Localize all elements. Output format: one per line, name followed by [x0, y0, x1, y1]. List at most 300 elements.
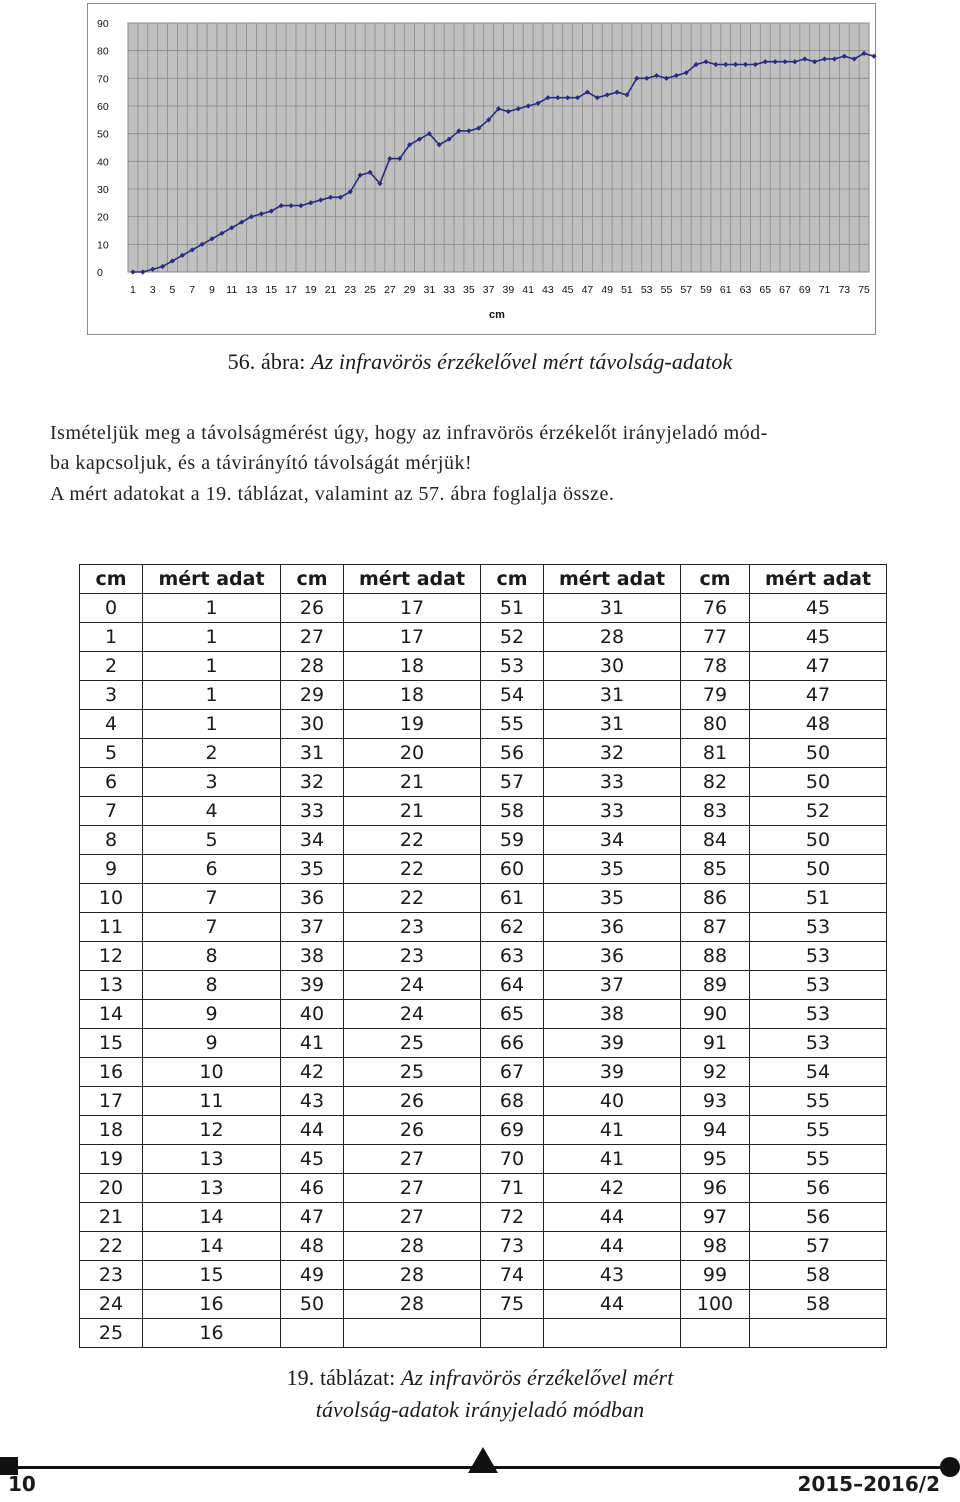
table-cell: 28 [344, 1261, 481, 1290]
table-cell: 42 [544, 1174, 681, 1203]
table-cell: 22 [344, 855, 481, 884]
table-cell: 73 [481, 1232, 544, 1261]
paragraph-line-3: A mért adatokat a 19. táblázat, valamint az 57. ábra foglalja össze. [50, 483, 615, 505]
table-cell: 50 [750, 768, 887, 797]
x-tick-label: 21 [324, 284, 337, 296]
table-cell: 89 [681, 971, 750, 1000]
table-cell: 64 [481, 971, 544, 1000]
x-tick-label: 9 [209, 284, 215, 296]
table-cell: 93 [681, 1087, 750, 1116]
table-cell: 21 [344, 768, 481, 797]
table-row [80, 884, 887, 913]
table-cell: 51 [481, 594, 544, 623]
table-cell: 92 [681, 1058, 750, 1087]
x-tick-label: 71 [818, 284, 831, 296]
table-cell: 38 [544, 1000, 681, 1029]
table-cell: 47 [750, 681, 887, 710]
table-row [80, 1290, 887, 1319]
x-tick-label: 31 [423, 284, 436, 296]
table-cell: 16 [143, 1290, 281, 1319]
x-axis-title: cm [489, 309, 505, 321]
table-cell: 7 [80, 797, 143, 826]
x-tick-label: 35 [463, 284, 475, 296]
table-row [80, 681, 887, 710]
table-row [80, 1174, 887, 1203]
table-cell: 23 [344, 913, 481, 942]
table-cell: 30 [281, 710, 344, 739]
table-cell: 91 [681, 1029, 750, 1058]
table-cell: 1 [143, 623, 281, 652]
table-cell: 21 [344, 797, 481, 826]
table-row [80, 1232, 887, 1261]
table-cell: 53 [750, 971, 887, 1000]
table-cell: 13 [143, 1174, 281, 1203]
table-cell: 26 [344, 1116, 481, 1145]
table-cell: 58 [750, 1261, 887, 1290]
table-cell: 14 [80, 1000, 143, 1029]
table-cell: 45 [750, 623, 887, 652]
table-row [80, 594, 887, 623]
table-row [80, 623, 887, 652]
table-cell: 43 [544, 1261, 681, 1290]
figure-caption-prefix: 56. ábra: [227, 349, 312, 374]
data-table [79, 564, 887, 1348]
table-cell: 52 [481, 623, 544, 652]
table-cell: 23 [80, 1261, 143, 1290]
table-cell: 48 [750, 710, 887, 739]
table-cell: 18 [344, 652, 481, 681]
table-cell: 17 [80, 1087, 143, 1116]
table-cell: 95 [681, 1145, 750, 1174]
x-tick-label: 67 [779, 284, 791, 296]
table-cell: 53 [750, 1029, 887, 1058]
table-cell: 70 [481, 1145, 544, 1174]
table-cell: 32 [544, 739, 681, 768]
x-tick-label: 7 [189, 284, 196, 296]
y-tick-label: 0 [97, 267, 103, 279]
table-cell: 71 [481, 1174, 544, 1203]
table-cell: 27 [344, 1174, 481, 1203]
table-cell: 53 [750, 913, 887, 942]
y-tick-label: 40 [97, 156, 109, 169]
table-cell: 17 [344, 594, 481, 623]
x-tick-label: 3 [149, 284, 156, 296]
x-tick-label: 41 [522, 284, 534, 296]
table-cell: 10 [143, 1058, 281, 1087]
table-cell [481, 1319, 544, 1348]
table-cell: 38 [281, 942, 344, 971]
table-row [80, 768, 887, 797]
table-cell: 50 [750, 739, 887, 768]
y-tick-label: 80 [97, 45, 109, 58]
x-tick-label: 19 [304, 284, 317, 296]
table-cell: 79 [681, 681, 750, 710]
table-cell: 50 [281, 1290, 344, 1319]
table-cell: 62 [481, 913, 544, 942]
table-cell: 26 [281, 594, 344, 623]
table-cell: 30 [544, 652, 681, 681]
table-cell: 56 [481, 739, 544, 768]
page-number: 10 [8, 1472, 36, 1496]
table-cell: 41 [544, 1116, 681, 1145]
table-cell: 39 [544, 1058, 681, 1087]
x-tick-label: 57 [680, 284, 693, 296]
table-cell: 28 [544, 623, 681, 652]
table-row [80, 1203, 887, 1232]
table-cell: 53 [481, 652, 544, 681]
table-cell: 36 [544, 942, 681, 971]
table-cell: 1 [143, 652, 281, 681]
x-tick-label: 25 [364, 284, 376, 296]
y-tick-label: 60 [97, 101, 109, 113]
table-cell [681, 1319, 750, 1348]
table-cell: 96 [681, 1174, 750, 1203]
table-cell: 34 [544, 826, 681, 855]
footer-divider [0, 1466, 948, 1469]
table-cell: 47 [281, 1203, 344, 1232]
table-cell: 5 [80, 739, 143, 768]
x-tick-label: 69 [798, 284, 811, 296]
table-cell: 27 [344, 1203, 481, 1232]
table-cell: 85 [681, 855, 750, 884]
table-cell: 22 [80, 1232, 143, 1261]
table-cell: 6 [143, 855, 281, 884]
x-tick-label: 13 [245, 284, 258, 296]
paragraph-line-1: Ismételjük meg a távolságmérést úgy, hogy az infravörös érzékelőt irányjeladó mód- [50, 422, 768, 444]
table-cell: 50 [750, 855, 887, 884]
table-cell: 80 [681, 710, 750, 739]
table-cell: 31 [544, 681, 681, 710]
table-cell: 72 [481, 1203, 544, 1232]
table-cell: 7 [143, 884, 281, 913]
table-row [80, 855, 887, 884]
table-cell: 16 [80, 1058, 143, 1087]
table-cell: 74 [481, 1261, 544, 1290]
table-header-row [80, 565, 887, 594]
table-cell: 58 [481, 797, 544, 826]
x-tick-label: 63 [739, 284, 752, 296]
table-cell: 39 [544, 1029, 681, 1058]
table-cell: 11 [143, 1087, 281, 1116]
x-tick-label: 43 [542, 284, 554, 296]
table-cell: 24 [344, 1000, 481, 1029]
table-cell: 94 [681, 1116, 750, 1145]
table-cell: 33 [544, 768, 681, 797]
table-cell: 47 [750, 652, 887, 681]
table-cell: 97 [681, 1203, 750, 1232]
chart-frame [87, 3, 876, 335]
table-cell: 76 [681, 594, 750, 623]
table-cell: 40 [544, 1087, 681, 1116]
table-cell: 5 [143, 826, 281, 855]
table-cell: 44 [544, 1203, 681, 1232]
table-cell: 9 [143, 1000, 281, 1029]
table-cell: 9 [80, 855, 143, 884]
y-tick-label: 70 [97, 73, 109, 86]
table-cell: 75 [481, 1290, 544, 1319]
table-cell: 2 [143, 739, 281, 768]
x-tick-label: 47 [581, 284, 594, 296]
table-cell: 63 [481, 942, 544, 971]
table-cell: 41 [544, 1145, 681, 1174]
table-cell: 84 [681, 826, 750, 855]
table-cell: 4 [143, 797, 281, 826]
table-cell: 7 [143, 913, 281, 942]
table-cell: 27 [281, 623, 344, 652]
table-cell: 24 [344, 971, 481, 1000]
plot-area [128, 23, 869, 272]
table-cell: 9 [143, 1029, 281, 1058]
table-row [80, 1000, 887, 1029]
table-cell [544, 1319, 681, 1348]
table-cell: 98 [681, 1232, 750, 1261]
table-cell: 19 [80, 1145, 143, 1174]
table-cell: 1 [143, 681, 281, 710]
x-tick-label: 17 [285, 284, 297, 296]
table-row [80, 652, 887, 681]
x-tick-label: 75 [858, 284, 870, 296]
x-tick-label: 15 [265, 284, 278, 296]
table-header-cell: cm [681, 565, 750, 594]
table-cell: 21 [80, 1203, 143, 1232]
table-row [80, 942, 887, 971]
table-caption [0, 1362, 960, 1426]
table-row [80, 739, 887, 768]
y-tick-label: 50 [97, 128, 109, 141]
table-cell: 28 [344, 1232, 481, 1261]
table-cell: 3 [143, 768, 281, 797]
table-cell: 35 [281, 855, 344, 884]
table-cell: 11 [80, 913, 143, 942]
table-cell: 3 [80, 681, 143, 710]
y-tick-label: 20 [97, 211, 109, 224]
table-cell: 31 [544, 594, 681, 623]
table-caption-prefix: 19. táblázat: [286, 1365, 401, 1390]
table-cell: 8 [143, 971, 281, 1000]
table-cell: 90 [681, 1000, 750, 1029]
x-tick-label: 45 [561, 284, 574, 296]
table-row [80, 797, 887, 826]
table-cell: 44 [281, 1116, 344, 1145]
x-tick-label: 73 [838, 284, 851, 296]
table-cell: 22 [344, 884, 481, 913]
x-tick-label: 55 [660, 284, 673, 296]
table-cell: 55 [750, 1087, 887, 1116]
x-tick-label: 49 [601, 284, 614, 296]
table-cell [281, 1319, 344, 1348]
table-cell: 60 [481, 855, 544, 884]
table-cell: 14 [143, 1232, 281, 1261]
table-cell: 55 [750, 1145, 887, 1174]
table-cell: 17 [344, 623, 481, 652]
volume-label: 2015–2016/2 [797, 1472, 940, 1496]
table-cell: 28 [344, 1290, 481, 1319]
table-cell: 20 [80, 1174, 143, 1203]
x-tick-label: 39 [502, 284, 515, 296]
table-cell: 0 [80, 594, 143, 623]
table-cell: 18 [80, 1116, 143, 1145]
table-cell: 24 [80, 1290, 143, 1319]
table-row [80, 1116, 887, 1145]
table-cell: 32 [281, 768, 344, 797]
table-cell: 86 [681, 884, 750, 913]
table-cell: 25 [344, 1029, 481, 1058]
table-cell: 4 [80, 710, 143, 739]
table-row [80, 826, 887, 855]
table-cell: 42 [281, 1058, 344, 1087]
table-cell: 20 [344, 739, 481, 768]
table-cell: 14 [143, 1203, 281, 1232]
x-tick-label: 23 [344, 284, 357, 296]
table-cell: 29 [281, 681, 344, 710]
table-header-cell: cm [281, 565, 344, 594]
table-cell: 44 [544, 1232, 681, 1261]
table-cell: 10 [80, 884, 143, 913]
table-header-cell: cm [481, 565, 544, 594]
table-cell: 15 [143, 1261, 281, 1290]
table-cell: 8 [80, 826, 143, 855]
x-tick-label: 61 [719, 284, 732, 296]
table-header-cell: mért adat [143, 565, 281, 594]
table-cell: 15 [80, 1029, 143, 1058]
x-tick-label: 5 [169, 284, 176, 296]
table-header-cell: mért adat [344, 565, 481, 594]
table-cell: 45 [750, 594, 887, 623]
x-tick-label: 33 [443, 284, 455, 296]
table-cell: 65 [481, 1000, 544, 1029]
table-cell: 34 [281, 826, 344, 855]
table-cell: 27 [344, 1145, 481, 1174]
table-cell: 66 [481, 1029, 544, 1058]
table-cell: 55 [481, 710, 544, 739]
table-cell: 1 [143, 594, 281, 623]
table-cell: 54 [481, 681, 544, 710]
table-cell: 83 [681, 797, 750, 826]
table-cell: 41 [281, 1029, 344, 1058]
table-cell: 49 [281, 1261, 344, 1290]
table-cell: 67 [481, 1058, 544, 1087]
table-cell: 51 [750, 884, 887, 913]
line-chart [88, 4, 877, 336]
figure-caption [0, 349, 960, 375]
table-cell: 39 [281, 971, 344, 1000]
table-cell: 50 [750, 826, 887, 855]
table-row [80, 1261, 887, 1290]
table-cell: 13 [143, 1145, 281, 1174]
table-row [80, 1087, 887, 1116]
table-cell: 31 [281, 739, 344, 768]
table-cell: 37 [281, 913, 344, 942]
table-cell: 58 [750, 1290, 887, 1319]
table-cell: 25 [344, 1058, 481, 1087]
table-cell: 57 [481, 768, 544, 797]
table-cell: 69 [481, 1116, 544, 1145]
table-row [80, 1145, 887, 1174]
table-row [80, 913, 887, 942]
x-tick-label: 1 [130, 284, 136, 296]
table-cell: 82 [681, 768, 750, 797]
x-tick-label: 51 [621, 284, 633, 296]
table-cell: 45 [281, 1145, 344, 1174]
table-cell: 26 [344, 1087, 481, 1116]
table-row [80, 1319, 887, 1348]
table-cell: 8 [143, 942, 281, 971]
table-cell: 36 [544, 913, 681, 942]
table-caption-title-line2: távolság-adatok irányjeladó módban [315, 1397, 645, 1422]
table-caption-title-line1: Az infravörös érzékelővel mért [400, 1365, 674, 1390]
y-tick-label: 10 [97, 239, 109, 252]
table-cell: 35 [544, 855, 681, 884]
table-cell: 81 [681, 739, 750, 768]
table-cell: 48 [281, 1232, 344, 1261]
table-cell [344, 1319, 481, 1348]
table-cell: 57 [750, 1232, 887, 1261]
table-cell: 40 [281, 1000, 344, 1029]
table-cell: 61 [481, 884, 544, 913]
table-cell: 25 [80, 1319, 143, 1348]
table-cell: 43 [281, 1087, 344, 1116]
table-cell: 53 [750, 942, 887, 971]
x-tick-label: 65 [759, 284, 772, 296]
table-cell: 13 [80, 971, 143, 1000]
table-cell [750, 1319, 887, 1348]
y-tick-label: 30 [97, 184, 109, 196]
table-cell: 12 [80, 942, 143, 971]
table-header-cell: mért adat [544, 565, 681, 594]
footer-triangle-icon [468, 1447, 498, 1473]
y-tick-label: 90 [97, 18, 109, 30]
table-cell: 2 [80, 652, 143, 681]
paragraph-line-2: ba kapcsoljuk, és a távirányító távolságát mérjük! [50, 452, 473, 474]
x-tick-label: 27 [383, 284, 396, 296]
table-cell: 52 [750, 797, 887, 826]
table-cell: 37 [544, 971, 681, 1000]
table-cell: 16 [143, 1319, 281, 1348]
table-cell: 28 [281, 652, 344, 681]
table-cell: 19 [344, 710, 481, 739]
table-cell: 100 [681, 1290, 750, 1319]
x-tick-label: 53 [640, 284, 653, 296]
table-cell: 35 [544, 884, 681, 913]
table-cell: 33 [281, 797, 344, 826]
table-header-cell: cm [80, 565, 143, 594]
table-cell: 18 [344, 681, 481, 710]
table-cell: 22 [344, 826, 481, 855]
table-cell: 78 [681, 652, 750, 681]
table-cell: 44 [544, 1290, 681, 1319]
figure-caption-title: Az infravörös érzékelővel mért távolság-adatok [311, 349, 733, 374]
table-cell: 87 [681, 913, 750, 942]
table-cell: 99 [681, 1261, 750, 1290]
table-cell: 56 [750, 1174, 887, 1203]
table-cell: 6 [80, 768, 143, 797]
table-cell: 55 [750, 1116, 887, 1145]
table-cell: 36 [281, 884, 344, 913]
table-row [80, 1058, 887, 1087]
x-tick-label: 37 [482, 284, 495, 296]
table-cell: 59 [481, 826, 544, 855]
table-row [80, 710, 887, 739]
x-tick-label: 29 [403, 284, 416, 296]
table-cell: 46 [281, 1174, 344, 1203]
x-tick-label: 59 [700, 284, 712, 296]
table-cell: 23 [344, 942, 481, 971]
table-cell: 88 [681, 942, 750, 971]
x-tick-label: 11 [226, 284, 238, 296]
table-cell: 54 [750, 1058, 887, 1087]
table-cell: 33 [544, 797, 681, 826]
table-cell: 1 [80, 623, 143, 652]
